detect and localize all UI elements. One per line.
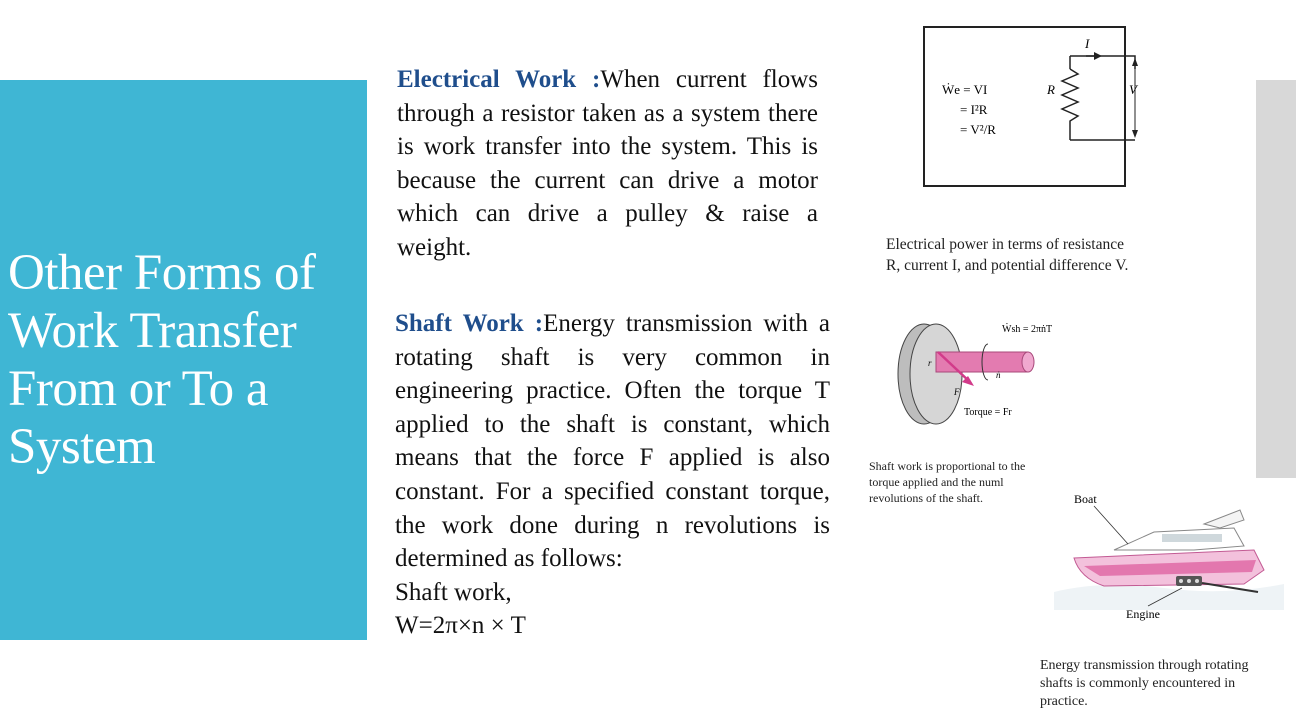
revolution-label: ṅ [996,370,1001,380]
shaft-work-formula: W=2π×n × T [395,612,526,640]
decorative-strip [1256,80,1296,480]
boat-label: Boat [1074,492,1097,506]
boat-caption-line-2: shafts is commonly encountered in [1040,676,1236,691]
shaft-diagram [890,312,1060,432]
electrical-work-paragraph [397,63,818,265]
boat-caption [1040,657,1249,711]
shaft-work-paragraph [395,307,830,643]
circuit-caption-line-2: R, current I, and potential difference V. [886,257,1129,274]
boat-diagram [1044,480,1296,640]
label-current: I [1085,36,1090,51]
force-label: F [954,387,960,397]
shaft-work-heading: Shaft Work : [395,310,544,337]
shaft-power-equation: Ẇsh = 2πṅT [1002,324,1053,335]
electrical-work-heading: Electrical Work : [397,66,601,93]
shaft-caption [869,458,1025,506]
shaft-caption-line-1: Shaft work is proportional to the [869,459,1026,473]
boat-caption-line-3: practice. [1040,694,1088,709]
power-equation-3: = V²/R [960,122,996,137]
shaft-caption-line-3: revolutions of the shaft. [869,491,983,505]
label-resistance: R [1047,82,1055,97]
boat-caption-line-1: Energy transmission through rotating [1040,658,1249,673]
electrical-work-body: When current flows through a resistor taken as a system there is work transfer into the system. This is because the current can drive a motor which can drive a pulley & raise a weight. [397,66,818,261]
torque-label: Torque = Fr [964,407,1012,418]
shaft-caption-line-2: torque applied and the numl [869,475,1004,489]
circuit-caption [886,234,1128,276]
circuit-caption-line-1: Electrical power in terms of resistance [886,236,1124,253]
engine-label: Engine [1126,607,1160,621]
shaft-work-body: Energy transmission with a rotating shaft is very common in engineering practice. Often the torque T applied to the shaft is constant, which means that the force F applied is also constant. For a specified constant torque, the work done during n revolutions is determined as follows: [395,310,830,573]
shaft-work-label: Shaft work, [395,578,512,606]
power-equation-1: Ẇe = VI [942,82,988,97]
radius-label: r [928,358,932,368]
circuit-diagram [920,24,1146,190]
slide-title: Other Forms of Work Transfer From or To a System [8,245,316,475]
label-voltage: V [1129,82,1137,97]
power-equation-2: = I²R [960,102,988,117]
